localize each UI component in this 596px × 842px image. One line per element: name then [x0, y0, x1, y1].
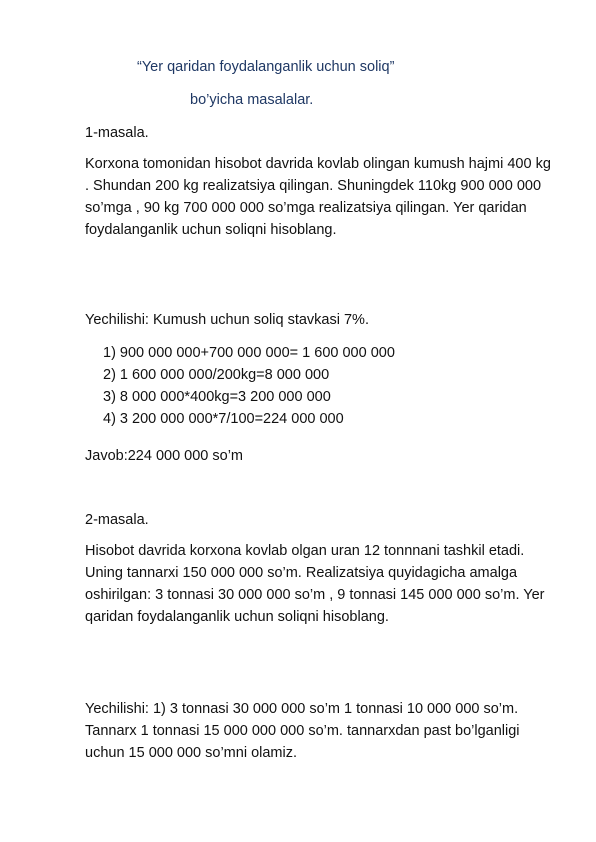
problem2-heading: 2-masala.	[85, 512, 149, 528]
solution-step: 3) 8 000 000*400kg=3 200 000 000	[103, 389, 331, 405]
problem2-text: Hisobot davrida korxona kovlab olgan uran 12 tonnnani tashkil etadi. Uning tannarxi 150 000 000 so’m. Realizatsiya quyidagicha amalga oshirilgan: 3 tonnasi 30 000 000 so’m , 9 tonnasi 145 000 000 so’m. Yer qaridan foydalanganlik uchun soliqni hisoblang.	[85, 543, 545, 625]
document-title-line1: “Yer qaridan foydalanganlik uchun soliq”	[137, 59, 395, 75]
document-title-line2: bo’yicha masalalar.	[190, 92, 314, 108]
solution-step: 4) 3 200 000 000*7/100=224 000 000	[103, 411, 344, 427]
problem1-solution-intro: Yechilishi: Kumush uchun soliq stavkasi 7%.	[85, 312, 369, 328]
problem2-solution: Yechilishi: 1) 3 tonnasi 30 000 000 so’m 1 tonnasi 10 000 000 so’m. Tannarx 1 tonnasi 15 000 000 000 so’m. tannarxdan past bo’lganligi uchun 15 000 000 so’mni olamiz.	[85, 701, 520, 761]
problem1-heading: 1-masala.	[85, 125, 149, 141]
problem1-answer: Javob:224 000 000 so’m	[85, 448, 243, 464]
solution-step: 1) 900 000 000+700 000 000= 1 600 000 000	[103, 345, 395, 361]
problem1-text: Korxona tomonidan hisobot davrida kovlab olingan kumush hajmi 400 kg . Shundan 200 kg realizatsiya qilingan. Shuningdek 110kg 900 000 000 so’mga , 90 kg 700 000 000 so’mga realizatsiya qilingan. Yer qaridan foydalanganlik uchun soliqni hisoblang.	[85, 156, 551, 238]
solution-step: 2) 1 600 000 000/200kg=8 000 000	[103, 367, 330, 383]
problem1-steps	[103, 342, 395, 430]
